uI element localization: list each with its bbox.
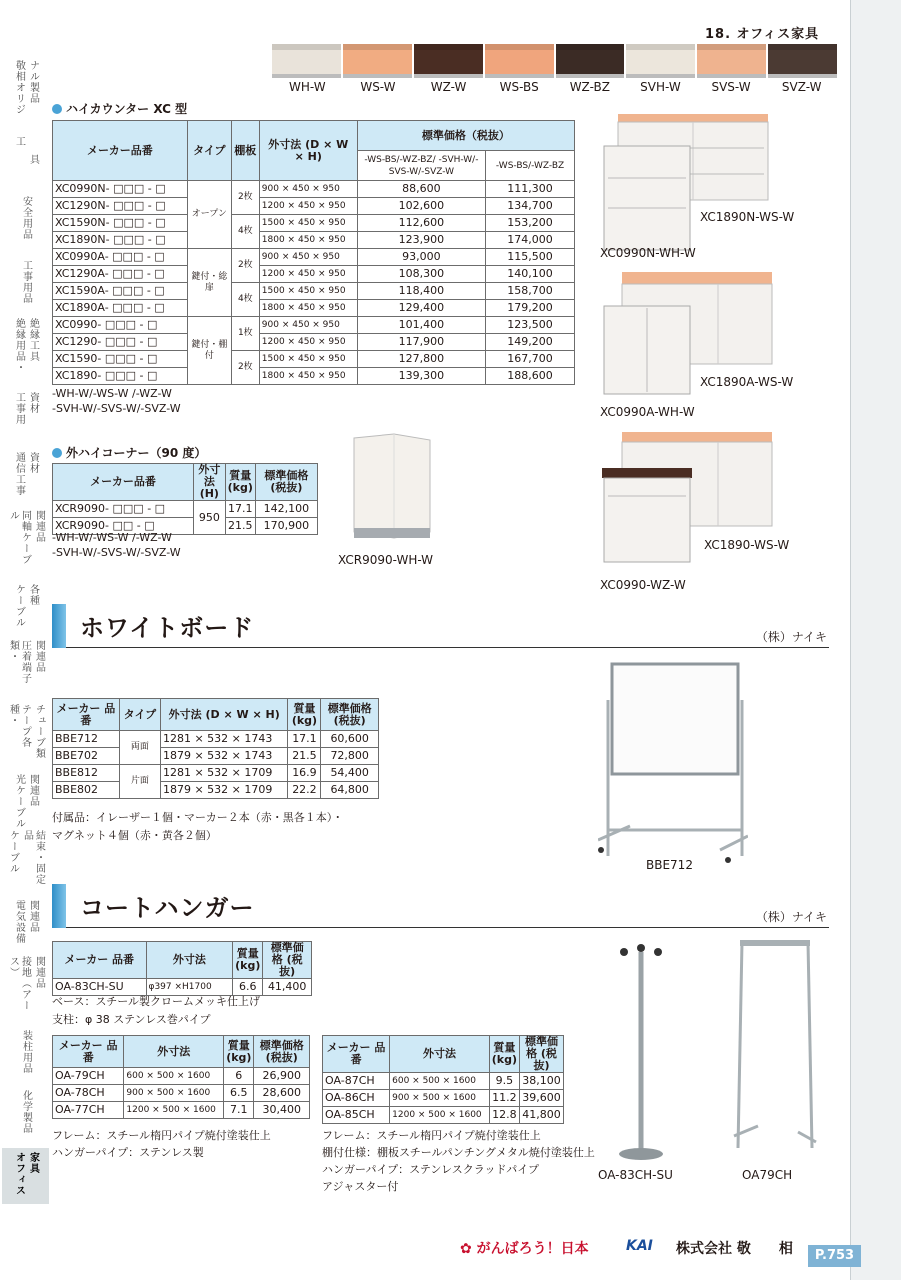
price-cell: 93,000: [357, 249, 485, 266]
col-header-price: 標準価格 (税抜): [520, 1036, 564, 1073]
caption-oa79ch: OA79CH: [742, 1168, 793, 1182]
corner-note-2: -SVH-W/-SVS-W/-SVZ-W: [52, 546, 181, 559]
shelf-cell: 2枚: [231, 181, 259, 215]
shelf-cell: 2枚: [231, 249, 259, 283]
weight-cell: 12.8: [489, 1107, 519, 1124]
whiteboard-table: [52, 698, 379, 799]
corner-table: [52, 463, 318, 535]
footer-slogan: [460, 1238, 589, 1258]
price-cell: 142,100: [255, 501, 317, 518]
weight-cell: 16.9: [288, 765, 321, 782]
sidebar-item-safety[interactable]: [2, 196, 49, 246]
sidebar-item-label: 装柱用品: [20, 1030, 32, 1074]
model-cell: BBE702: [53, 748, 120, 765]
hicounter-open-illustration: [598, 108, 778, 258]
section-accent: [52, 884, 66, 928]
coat-rack-illustration: [728, 936, 818, 1158]
swatch-label: SVS-W: [711, 80, 751, 94]
sidebar-item-label: 関連品: [33, 640, 45, 673]
coat-t3-note-1: フレーム：スチール楕円パイプ焼付塗装仕上: [322, 1129, 541, 1142]
table-row: [53, 334, 575, 351]
col-header-weight: 質量 (kg): [225, 464, 255, 501]
sidebar-item-label: 安全用品: [20, 196, 32, 240]
sidebar-item-coax[interactable]: [2, 510, 49, 574]
weight-cell: 17.1: [225, 501, 255, 518]
coat-t2-note-1: フレーム：スチール楕円パイプ焼付塗装仕上: [52, 1129, 271, 1142]
col-header-weight: 質量 (kg): [233, 942, 263, 979]
sidebar-item-label: 関連品: [33, 956, 45, 989]
coat-table-1: [52, 941, 312, 996]
weight-cell: 17.1: [288, 731, 321, 748]
model-cell: XC1290- □□□ - □: [53, 334, 188, 351]
model-cell: XC1590A- □□□ - □: [53, 283, 188, 300]
sidebar-item-tools[interactable]: [2, 136, 49, 176]
col-header-model: メーカー 品番: [53, 1036, 124, 1068]
col-header-weight: 質量 (kg): [224, 1036, 254, 1068]
hicounter-heading-text: ハイカウンター XC 型: [66, 102, 188, 116]
coat-t3-note-2: 棚付仕様：棚板スチールパンチングメタル焼付塗装仕上: [322, 1146, 595, 1159]
swatch-ws-w: [343, 44, 412, 78]
table-row: [53, 782, 379, 799]
price-cell: 188,600: [486, 368, 575, 385]
sidebar-item-pole[interactable]: [2, 1030, 49, 1080]
dims-cell: 1500 × 450 × 950: [259, 215, 357, 232]
sidebar-item-label: 絶縁工具: [27, 318, 39, 362]
weight-cell: 11.2: [489, 1090, 519, 1107]
col-header-price: 標準価格 (税抜): [321, 699, 379, 731]
whiteboard-title: ホワイトボード: [80, 614, 255, 642]
coat-section-header: [52, 884, 829, 928]
dims-cell: 1281 × 532 × 1709: [160, 765, 288, 782]
section-accent: [52, 604, 66, 648]
sidebar-item-label: ナル製品: [27, 60, 39, 104]
caption-xc0990n: XC0990N-WH-W: [600, 246, 696, 260]
model-cell: OA-77CH: [53, 1102, 124, 1119]
caption-xc1890: XC1890-WS-W: [704, 538, 790, 552]
category-sidebar: [850, 0, 901, 1280]
footer-company: 株式会社 敬 相: [676, 1241, 793, 1257]
table-row: [53, 232, 575, 249]
weight-cell: 6.6: [233, 979, 263, 996]
sidebar-item-label: ケーブル: [7, 830, 19, 874]
sidebar-item-label: 関連品: [33, 510, 45, 543]
price-cell: 140,100: [486, 266, 575, 283]
whiteboard-section-header: [52, 604, 829, 648]
sidebar-item-label: 工: [13, 136, 25, 147]
col-header-weight: 質量 (kg): [489, 1036, 519, 1073]
bullet-icon: [52, 104, 62, 114]
coat-maker: （株）ナイキ: [755, 910, 827, 924]
sidebar-item-label: 家具: [27, 1152, 39, 1174]
model-cell: OA-86CH: [323, 1090, 390, 1107]
coat-t1-note-2: 支柱：φ 38 ステンレス巻パイプ: [52, 1013, 211, 1026]
table-row: [53, 1102, 310, 1119]
sidebar-item-construction[interactable]: [2, 260, 49, 310]
col-header-price-2: -WS-BS/-WZ-BZ: [486, 151, 575, 181]
table-row: [53, 266, 575, 283]
sidebar-item-label: 工事用品: [20, 260, 32, 304]
price-cell: 112,600: [357, 215, 485, 232]
model-cell: XC1290A- □□□ - □: [53, 266, 188, 283]
price-cell: 64,800: [321, 782, 379, 799]
weight-cell: 6: [224, 1068, 254, 1085]
coat-stand-illustration: [606, 940, 676, 1166]
table-row: [53, 1085, 310, 1102]
table-row: [323, 1090, 564, 1107]
price-cell: 39,600: [520, 1090, 564, 1107]
weight-cell: 7.1: [224, 1102, 254, 1119]
sidebar-item-binding[interactable]: [2, 830, 49, 894]
model-cell: OA-79CH: [53, 1068, 124, 1085]
model-cell: XC1890N- □□□ - □: [53, 232, 188, 249]
swatch-wh-w: [272, 44, 341, 78]
swatch-label: SVZ-W: [781, 80, 822, 94]
table-row: [53, 979, 312, 996]
price-cell: 115,500: [486, 249, 575, 266]
price-cell: 127,800: [357, 351, 485, 368]
sidebar-item-label: 結束・固定品: [21, 830, 45, 885]
model-cell: BBE812: [53, 765, 120, 782]
type-cell: 両面: [119, 731, 160, 765]
swatch-svs-w: [697, 44, 766, 78]
sidebar-item-label: 資材: [27, 452, 39, 474]
sidebar-item-label: 敬相オリジ: [13, 60, 25, 115]
swatch-svz-w: [768, 44, 837, 78]
coat-t2-note-2: ハンガーパイプ：ステンレス製: [52, 1146, 204, 1159]
sidebar-item-label: 接地（アース）: [7, 956, 31, 1011]
swatch-label: WZ-BZ: [569, 80, 610, 94]
price-cell: 117,900: [357, 334, 485, 351]
shelf-cell: 1枚: [231, 317, 259, 351]
price-cell: 170,900: [255, 518, 317, 535]
coat-t1-note-1: ベース：スチール製クロームメッキ仕上げ: [52, 995, 261, 1008]
sidebar-item-label: ケーブル: [13, 584, 25, 628]
price-cell: 26,900: [254, 1068, 310, 1085]
bullet-icon: [52, 448, 62, 458]
price-cell: 153,200: [486, 215, 575, 232]
hicounter-note-1: -WH-W/-WS-W /-WZ-W: [52, 387, 172, 400]
sidebar-item-tape[interactable]: [2, 704, 49, 768]
table-row: [53, 198, 575, 215]
price-cell: 60,600: [321, 731, 379, 748]
coat-table-3: [322, 1035, 564, 1124]
sidebar-item-label: 通信工事: [13, 452, 25, 496]
shelf-cell: 4枚: [231, 215, 259, 249]
table-row: [53, 249, 575, 266]
caption-xc0990a: XC0990A-WH-W: [600, 405, 695, 419]
model-cell: XC1890A- □□□ - □: [53, 300, 188, 317]
col-header-dims: 外寸法 (D × W × H): [259, 121, 357, 181]
col-header-type: タイプ: [119, 699, 160, 731]
price-cell: 41,400: [263, 979, 312, 996]
weight-cell: 6.5: [224, 1085, 254, 1102]
dims-cell: 900 × 450 × 950: [259, 249, 357, 266]
sidebar-item-label: チューブ類: [33, 704, 45, 759]
table-row: [53, 731, 379, 748]
dims-cell: 1800 × 450 × 950: [259, 232, 357, 249]
price-cell: 134,700: [486, 198, 575, 215]
sidebar-item-label: 電気設備: [13, 900, 25, 944]
sidebar-item-cable[interactable]: [2, 584, 49, 634]
sidebar-item-materials[interactable]: [2, 392, 49, 442]
sidebar-item-label: 絶縁用品・: [13, 318, 25, 373]
price-cell: 88,600: [357, 181, 485, 198]
price-cell: 174,000: [486, 232, 575, 249]
price-cell: 108,300: [357, 266, 485, 283]
model-cell: XC1290N- □□□ - □: [53, 198, 188, 215]
weight-cell: 21.5: [225, 518, 255, 535]
sidebar-item-telecom[interactable]: [2, 452, 49, 502]
sidebar-item-label: 圧着端子類・: [7, 640, 31, 684]
price-cell: 167,700: [486, 351, 575, 368]
table-row: [53, 181, 575, 198]
shelf-cell: 2枚: [231, 351, 259, 385]
model-cell: XC0990N- □□□ - □: [53, 181, 188, 198]
sidebar-item-label: 各種: [27, 584, 39, 606]
model-cell: XC1590- □□□ - □: [53, 351, 188, 368]
sidebar-item-electrical[interactable]: [2, 900, 49, 950]
swatch-label: WS-W: [360, 80, 396, 94]
sidebar-item-label: テープ各種・: [7, 704, 31, 748]
sidebar-item-insulation[interactable]: [2, 318, 49, 380]
dims-cell: 600 × 500 × 1600: [390, 1073, 490, 1090]
model-cell: XC1590N- □□□ - □: [53, 215, 188, 232]
col-header-shelf: 棚板: [231, 121, 259, 181]
type-cell: 鍵付・棚付: [187, 317, 231, 385]
table-row: [53, 215, 575, 232]
col-header-model: メーカー品番: [53, 121, 188, 181]
col-header-dims: 外寸法 (D × W × H): [160, 699, 288, 731]
sidebar-item-office[interactable]: [2, 1148, 49, 1204]
table-row: [53, 501, 318, 518]
col-header-model: メーカー 品番: [53, 942, 147, 979]
dims-cell: 1200 × 450 × 950: [259, 198, 357, 215]
col-header-model: メーカー品番: [53, 464, 194, 501]
caption-xcr9090: XCR9090-WH-W: [338, 553, 434, 567]
price-cell: 179,200: [486, 300, 575, 317]
dims-cell: φ397 ×H1700: [146, 979, 233, 996]
price-cell: 129,400: [357, 300, 485, 317]
coat-table-2: [52, 1035, 310, 1119]
footer-slogan-text: がんばろう！日本: [476, 1241, 589, 1257]
col-header-dims: 外寸法: [146, 942, 233, 979]
price-cell: 30,400: [254, 1102, 310, 1119]
model-cell: XC0990- □□□ - □: [53, 317, 188, 334]
type-cell: 片面: [119, 765, 160, 799]
col-header-dims: 外寸法: [390, 1036, 490, 1073]
model-cell: OA-78CH: [53, 1085, 124, 1102]
swatch-labels: [272, 80, 837, 94]
sidebar-item-original[interactable]: [2, 60, 49, 120]
flower-icon: ✿: [460, 1241, 472, 1257]
sidebar-item-optical[interactable]: [2, 774, 49, 830]
table-row: [323, 1107, 564, 1124]
table-row: [53, 351, 575, 368]
weight-cell: 22.2: [288, 782, 321, 799]
table-row: [323, 1073, 564, 1090]
footer-brand: KAI: [626, 1238, 653, 1254]
model-cell: BBE712: [53, 731, 120, 748]
coat-t3-note-4: アジャスター付: [322, 1180, 399, 1193]
dims-cell: 1200 × 450 × 950: [259, 334, 357, 351]
whiteboard-note-1: 付属品：イレーザー１個・マーカー２本（赤・黒各１本）・: [52, 811, 344, 824]
model-cell: BBE802: [53, 782, 120, 799]
price-cell: 102,600: [357, 198, 485, 215]
col-header-type: タイプ: [187, 121, 231, 181]
price-cell: 72,800: [321, 748, 379, 765]
table-row: [53, 283, 575, 300]
dims-cell: 1200 × 500 × 1600: [390, 1107, 490, 1124]
caption-xc1890a: XC1890A-WS-W: [700, 375, 794, 389]
color-swatch-bar: [272, 44, 837, 78]
sidebar-item-label: 工事用: [13, 392, 25, 425]
table-row: [53, 765, 379, 782]
dims-cell: 1879 × 532 × 1743: [160, 748, 288, 765]
corner-heading-text: 外ハイコーナー（90 度）: [66, 446, 207, 460]
dims-cell: 1800 × 450 × 950: [259, 300, 357, 317]
price-cell: 38,100: [520, 1073, 564, 1090]
sidebar-item-chemical[interactable]: [2, 1090, 49, 1140]
model-cell: XCR9090- □□ - □: [53, 518, 194, 535]
whiteboard-note-2: マグネット４個（赤・黄各２個）: [52, 829, 217, 842]
whiteboard-illustration: [598, 660, 748, 880]
dims-cell: 600 × 500 × 1600: [124, 1068, 224, 1085]
sidebar-item-label: 化学製品: [20, 1090, 32, 1134]
caption-bbe712: BBE712: [646, 858, 693, 872]
price-cell: 41,800: [520, 1107, 564, 1124]
col-header-model: メーカー 品番: [323, 1036, 390, 1073]
dims-cell: 900 × 500 × 1600: [390, 1090, 490, 1107]
col-header-price: 標準価格 (税抜): [255, 464, 317, 501]
table-row: [53, 300, 575, 317]
caption-xc0990: XC0990-WZ-W: [600, 578, 686, 592]
sidebar-item-label: オフィス: [13, 1152, 25, 1196]
weight-cell: 21.5: [288, 748, 321, 765]
col-header-dims: 外寸法 (H): [194, 464, 226, 501]
col-header-price: 標準価格 (税抜): [263, 942, 312, 979]
page-number: P.753: [808, 1245, 861, 1267]
corner-heading: [52, 444, 206, 461]
dims-cell: 1500 × 450 × 950: [259, 283, 357, 300]
model-cell: XCR9090- □□□ - □: [53, 501, 194, 518]
col-header-price-1: -WS-BS/-WZ-BZ/ -SVH-W/-SVS-W/-SVZ-W: [357, 151, 485, 181]
price-cell: 123,900: [357, 232, 485, 249]
sidebar-item-label: 光ケーブル: [13, 774, 25, 829]
price-cell: 158,700: [486, 283, 575, 300]
sidebar-item-label: 具: [27, 154, 39, 165]
sidebar-item-grounding[interactable]: [2, 956, 49, 1020]
sidebar-item-terminals[interactable]: [2, 640, 49, 704]
caption-xc1890n: XC1890N-WS-W: [700, 210, 795, 224]
corner-note-1: -WH-W/-WS-W /-WZ-W: [52, 531, 172, 544]
col-header-dims: 外寸法: [124, 1036, 224, 1068]
model-cell: OA-85CH: [323, 1107, 390, 1124]
swatch-label: WH-W: [289, 80, 326, 94]
swatch-wz-bz: [556, 44, 625, 78]
dims-cell: 900 × 450 × 950: [259, 317, 357, 334]
swatch-label: SVH-W: [640, 80, 681, 94]
hicounter-table: [52, 120, 575, 385]
coat-title: コートハンガー: [80, 894, 255, 922]
dims-cell: 1800 × 450 × 950: [259, 368, 357, 385]
weight-cell: 9.5: [489, 1073, 519, 1090]
table-row: [53, 317, 575, 334]
model-cell: OA-87CH: [323, 1073, 390, 1090]
dims-cell: 1200 × 450 × 950: [259, 266, 357, 283]
price-cell: 139,300: [357, 368, 485, 385]
swatch-label: WZ-W: [430, 80, 467, 94]
dims-cell: 900 × 500 × 1600: [124, 1085, 224, 1102]
corner-illustration: [348, 432, 434, 544]
price-cell: 101,400: [357, 317, 485, 334]
dims-cell: 1500 × 450 × 950: [259, 351, 357, 368]
price-cell: 149,200: [486, 334, 575, 351]
coat-t3-note-3: ハンガーパイプ：ステンレスクラッドパイプ: [322, 1163, 539, 1176]
price-cell: 118,400: [357, 283, 485, 300]
sidebar-item-label: 関連品: [27, 774, 39, 807]
col-header-price: 標準価格（税抜）: [357, 121, 574, 151]
swatch-wz-w: [414, 44, 483, 78]
section-header: 18. オフィス家具: [705, 27, 820, 42]
price-cell: 54,400: [321, 765, 379, 782]
model-cell: OA-83CH-SU: [53, 979, 147, 996]
dims-cell: 900 × 450 × 950: [259, 181, 357, 198]
col-header-model: メーカー 品番: [53, 699, 120, 731]
swatch-ws-bs: [485, 44, 554, 78]
price-cell: 111,300: [486, 181, 575, 198]
dims-cell: 1200 × 500 × 1600: [124, 1102, 224, 1119]
table-row: [53, 368, 575, 385]
col-header-price: 標準価格 (税抜): [254, 1036, 310, 1068]
type-cell: 鍵付・総扉: [187, 249, 231, 317]
swatch-label: WS-BS: [499, 80, 539, 94]
caption-oa83ch: OA-83CH-SU: [598, 1168, 673, 1182]
table-row: [53, 748, 379, 765]
price-cell: 28,600: [254, 1085, 310, 1102]
dims-cell: 1281 × 532 × 1743: [160, 731, 288, 748]
dims-cell: 1879 × 532 × 1709: [160, 782, 288, 799]
shelf-cell: 4枚: [231, 283, 259, 317]
model-cell: XC0990A- □□□ - □: [53, 249, 188, 266]
table-row: [53, 1068, 310, 1085]
hicounter-heading: [52, 100, 187, 117]
hicounter-note-2: -SVH-W/-SVS-W/-SVZ-W: [52, 402, 181, 415]
whiteboard-maker: （株）ナイキ: [755, 630, 827, 644]
col-header-weight: 質量 (kg): [288, 699, 321, 731]
model-cell: XC1890- □□□ - □: [53, 368, 188, 385]
swatch-svh-w: [626, 44, 695, 78]
sidebar-item-label: 同軸ケーブル: [7, 510, 31, 565]
sidebar-item-label: 資材: [27, 392, 39, 414]
dims-cell: 950: [194, 501, 226, 535]
price-cell: 123,500: [486, 317, 575, 334]
sidebar-item-label: 関連品: [27, 900, 39, 933]
type-cell: オープン: [187, 181, 231, 249]
